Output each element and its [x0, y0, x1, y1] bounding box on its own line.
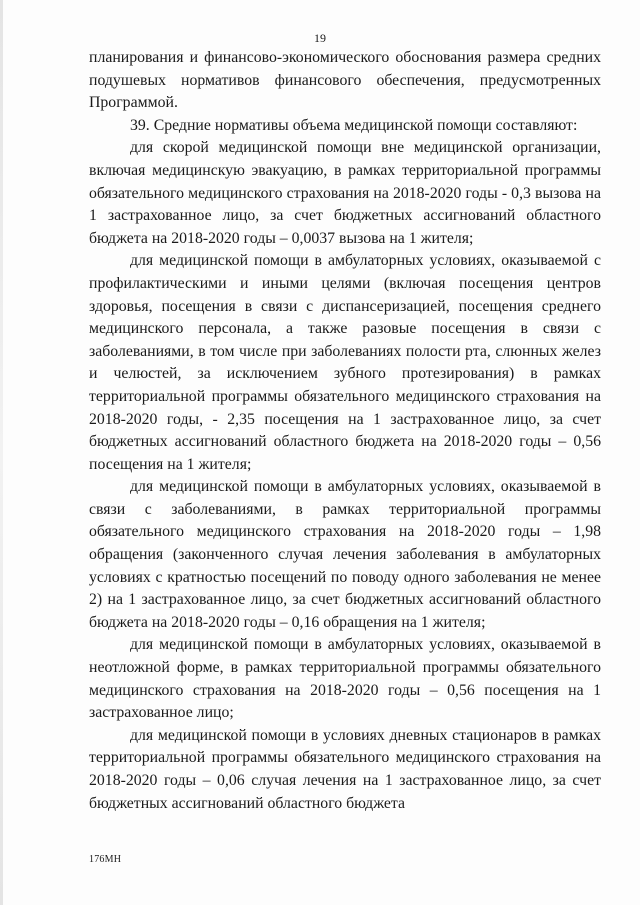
- paragraph-section-39: 39. Средние нормативы объема медицинской помощи составляют:: [130, 116, 578, 134]
- paragraph-outpatient-disease: для медицинской помощи в амбулаторных условиях, оказываемой в связи с заболеваниями, в рамках территориальной программы обязательного медицинского страхования на 2018-2020 годы – 1,98 обращения (законченного случая лечения заболевания в амбулаторных условиях с кратностью посещений по поводу одного заболевания не менее 2) на 1 застрахованное лицо, за счет бюджетных ассигнований областного бюджета на 2018-2020 годы – 0,16 обращения на 1 жителя;: [89, 478, 601, 631]
- paragraph-day-hospital: для медицинской помощи в условиях дневных стационаров в рамках территориальной программы обязательного медицинского страхования на 2018-2020 годы – 0,06 случая лечения на 1 застрахованное лицо, за счет бюджетных ассигнований областного бюджета: [89, 726, 601, 812]
- paragraph-continuation: планирования и финансово-экономического обоснования размера средних подушевых нормативов финансового обеспечения, предусмотренных Программой.: [89, 49, 601, 112]
- paragraph-ambulance: для скорой медицинской помощи вне медицинской организации, включая медицинскую эвакуацию, в рамках территориальной программы обязательного медицинского страхования на 2018-2020 годы - 0,3 вызова на 1 застрахованное лицо, за счет бюджетных ассигнований областного бюджета на 2018-2020 годы – 0,0037 вызова на 1 жителя;: [89, 139, 601, 247]
- document-body: [89, 47, 601, 815]
- page-number: 19: [314, 31, 326, 45]
- paragraph-outpatient-urgent: для медицинской помощи в амбулаторных условиях, оказываемой в неотложной форме, в рамках территориальной программы обязательного медицинского страхования на 2018-2020 годы – 0,56 посещения на 1 застрахованное лицо;: [89, 636, 601, 722]
- footer-document-code: 176МН: [89, 854, 122, 865]
- paragraph-outpatient-prophylactic: для медицинской помощи в амбулаторных условиях, оказываемой с профилактическими и иными целями (включая посещения центров здоровья, посещения в связи с диспансеризацией, посещения среднего медицинского персонала, а также разовые посещения в связи с заболеваниями, в том числе при заболеваниях полости рта, слюнных желез и челюстей, за исключением зубного протезирования) в рамках территориальной программы обязательного медицинского страхования на 2018-2020 годы, - 2,35 посещения на 1 застрахованное лицо, за счет бюджетных ассигнований областного бюджета на 2018-2020 годы – 0,56 посещения на 1 жителя;: [89, 252, 601, 473]
